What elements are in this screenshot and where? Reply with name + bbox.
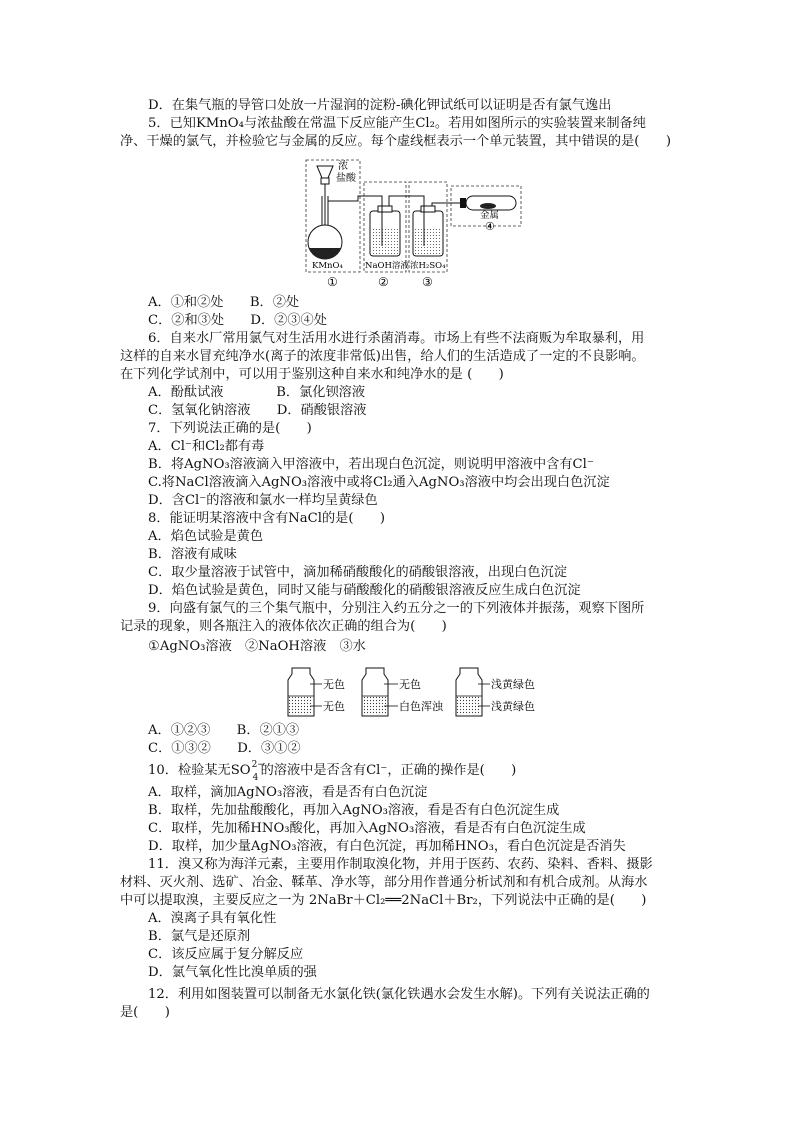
label-h2so4: 浓H₂SO₄	[410, 261, 446, 271]
q9-stem-line1: 9．向盛有氯气的三个集气瓶中，分别注入约五分之一的下列液体并振荡，观察下图所	[148, 601, 645, 616]
apparatus-figure	[300, 156, 525, 291]
q11-option-b: B．氯气是还原剂	[148, 929, 251, 944]
q7-option-d: D．含Cl⁻的溶液和氯水一样均呈黄绿色	[148, 493, 378, 508]
q6-stem-line1: 6．自来水厂常用氯气对生活用水进行杀菌消毒。市场上有些不法商贩为牟取暴利，用	[148, 331, 645, 346]
bottle3-top-label: 浅黄绿色	[491, 678, 535, 691]
q8-option-d: D．焰色试验是黄色，同时又能与硝酸酸化的硝酸银溶液反应生成白色沉淀	[148, 583, 581, 598]
sulfate-subscript: 4	[252, 772, 259, 783]
sulfate-charge: 2−	[251, 759, 265, 770]
bottle1-top-label: 无色	[323, 678, 345, 691]
label-kmno4: KMnO₄	[312, 261, 343, 271]
label-unit-1: ①	[327, 275, 338, 289]
q9-options-ab: A．①②③ B．②①③	[148, 723, 300, 738]
bottle3-bottom-label: 浅黄绿色	[491, 700, 535, 713]
q6-stem-line3: 在下列化学试剂中，可以用于鉴别这种自来水和纯净水的是 ( )	[120, 367, 504, 382]
q10-stem-end: 的溶液中是否含有Cl⁻，正确的操作是( )	[260, 763, 517, 778]
q11-option-a: A．溴离子具有氧化性	[148, 911, 277, 926]
q8-option-c: C．取少量溶液于试管中，滴加稀硝酸酸化的硝酸银溶液，出现白色沉淀	[148, 565, 567, 580]
q11-stem-line1: 11．溴又称为海洋元素，主要用作制取溴化物，并用于医药、农药、染料、香料、摄影	[148, 857, 653, 872]
q4-option-d: D．在集气瓶的导管口处放一片湿润的淀粉-碘化钾试纸可以证明是否有氯气逸出	[148, 98, 612, 113]
q10-option-b: B．取样，先加盐酸酸化，再加入AgNO₃溶液，看是否有白色沉淀生成	[148, 803, 560, 818]
q7-option-c: C.将NaCl溶液滴入AgNO₃溶液中或将Cl₂通入AgNO₃溶液中均会出现白色沉淀	[148, 475, 610, 490]
q11-stem-line2: 材料、灭火剂、选矿、冶金、鞣革、净水等，部分用作普通分析试剂和有机合成剂。从海水	[120, 875, 648, 890]
bottle2-top-label: 无色	[399, 678, 421, 691]
q7-stem: 7．下列说法正确的是( )	[148, 421, 312, 436]
q12-stem-line2: 是( )	[120, 1005, 170, 1020]
label-hydrochloric-acid: 盐酸	[336, 173, 356, 184]
q11-stem-line3: 中可以提取溴，主要反应之一为 2NaBr＋Cl₂══2NaCl＋Br₂，下列说法中正确的是( )	[120, 893, 647, 908]
q7-option-b: B．将AgNO₃溶液滴入甲溶液中，若出现白色沉淀，则说明甲溶液中含有Cl⁻	[148, 457, 594, 472]
q8-stem: 8．能证明某溶液中含有NaCl的是( )	[148, 511, 386, 526]
q5-stem-line2: 净、干燥的氯气，并检验它与金属的反应。每个虚线框表示一个单元装置，其中错误的是( )	[120, 134, 671, 149]
q9-options-cd: C．①③② D．③①②	[148, 741, 301, 756]
q8-option-a: A．焰色试验是黄色	[148, 529, 264, 544]
q5-options-ab: A．①和②处 B．②处	[148, 295, 300, 310]
q9-stem-line2: 记录的现象，则各瓶注入的液体依次正确的组合为( )	[120, 619, 447, 634]
q9-liquids: ①AgNO₃溶液 ②NaOH溶液 ③水	[148, 639, 366, 654]
q10-option-a: A．取样，滴加AgNO₃溶液，看是否有白色沉淀	[148, 785, 428, 800]
q6-options-ab: A．酚酞试液 B．氯化钡溶液	[148, 385, 366, 400]
bottle2-bottom-label: 白色浑浊	[399, 700, 443, 713]
q11-option-c: C．该反应属于复分解反应	[148, 947, 304, 962]
q10-option-d: D．取样，加少量AgNO₃溶液，有白色沉淀，再加稀HNO₃，看白色沉淀是否消失	[148, 839, 626, 854]
q10-stem	[148, 759, 517, 783]
label-naoh-solution: NaOH溶液	[365, 261, 409, 271]
label-unit-3: ③	[422, 275, 433, 289]
q5-options-cd: C．②和③处 D．②③④处	[148, 313, 327, 328]
q11-option-d: D．氯气氧化性比溴单质的强	[148, 965, 317, 980]
q6-options-cd: C．氢氧化钠溶液 D．硝酸银溶液	[148, 403, 367, 418]
q10-stem-start: 10．检验某无SO	[148, 763, 251, 778]
q10-option-c: C．取样，先加稀HNO₃酸化，再加入AgNO₃溶液，看是否有白色沉淀生成	[148, 821, 586, 836]
q5-stem-line1: 5．已知KMnO₄与浓盐酸在常温下反应能产生Cl₂。若用如图所示的实验装置来制备纯	[148, 116, 646, 131]
bottles-figure	[282, 660, 552, 720]
q7-option-a: A．Cl⁻和Cl₂都有毒	[148, 439, 265, 454]
label-concentrated: 浓	[338, 161, 348, 172]
label-metal: 金属	[480, 210, 500, 221]
label-unit-4: ④	[485, 220, 495, 233]
q12-stem-line1: 12．利用如图装置可以制备无水氯化铁(氯化铁遇水会发生水解)。下列有关说法正确的	[148, 987, 650, 1002]
q8-option-b: B．溶液有咸味	[148, 547, 237, 562]
q6-stem-line2: 这样的自来水冒充纯净水(离子的浓度非常低)出售，给人们的生活造成了一定的不良影响。	[120, 349, 645, 364]
bottle1-bottom-label: 无色	[323, 700, 345, 713]
label-unit-2: ②	[378, 275, 389, 289]
